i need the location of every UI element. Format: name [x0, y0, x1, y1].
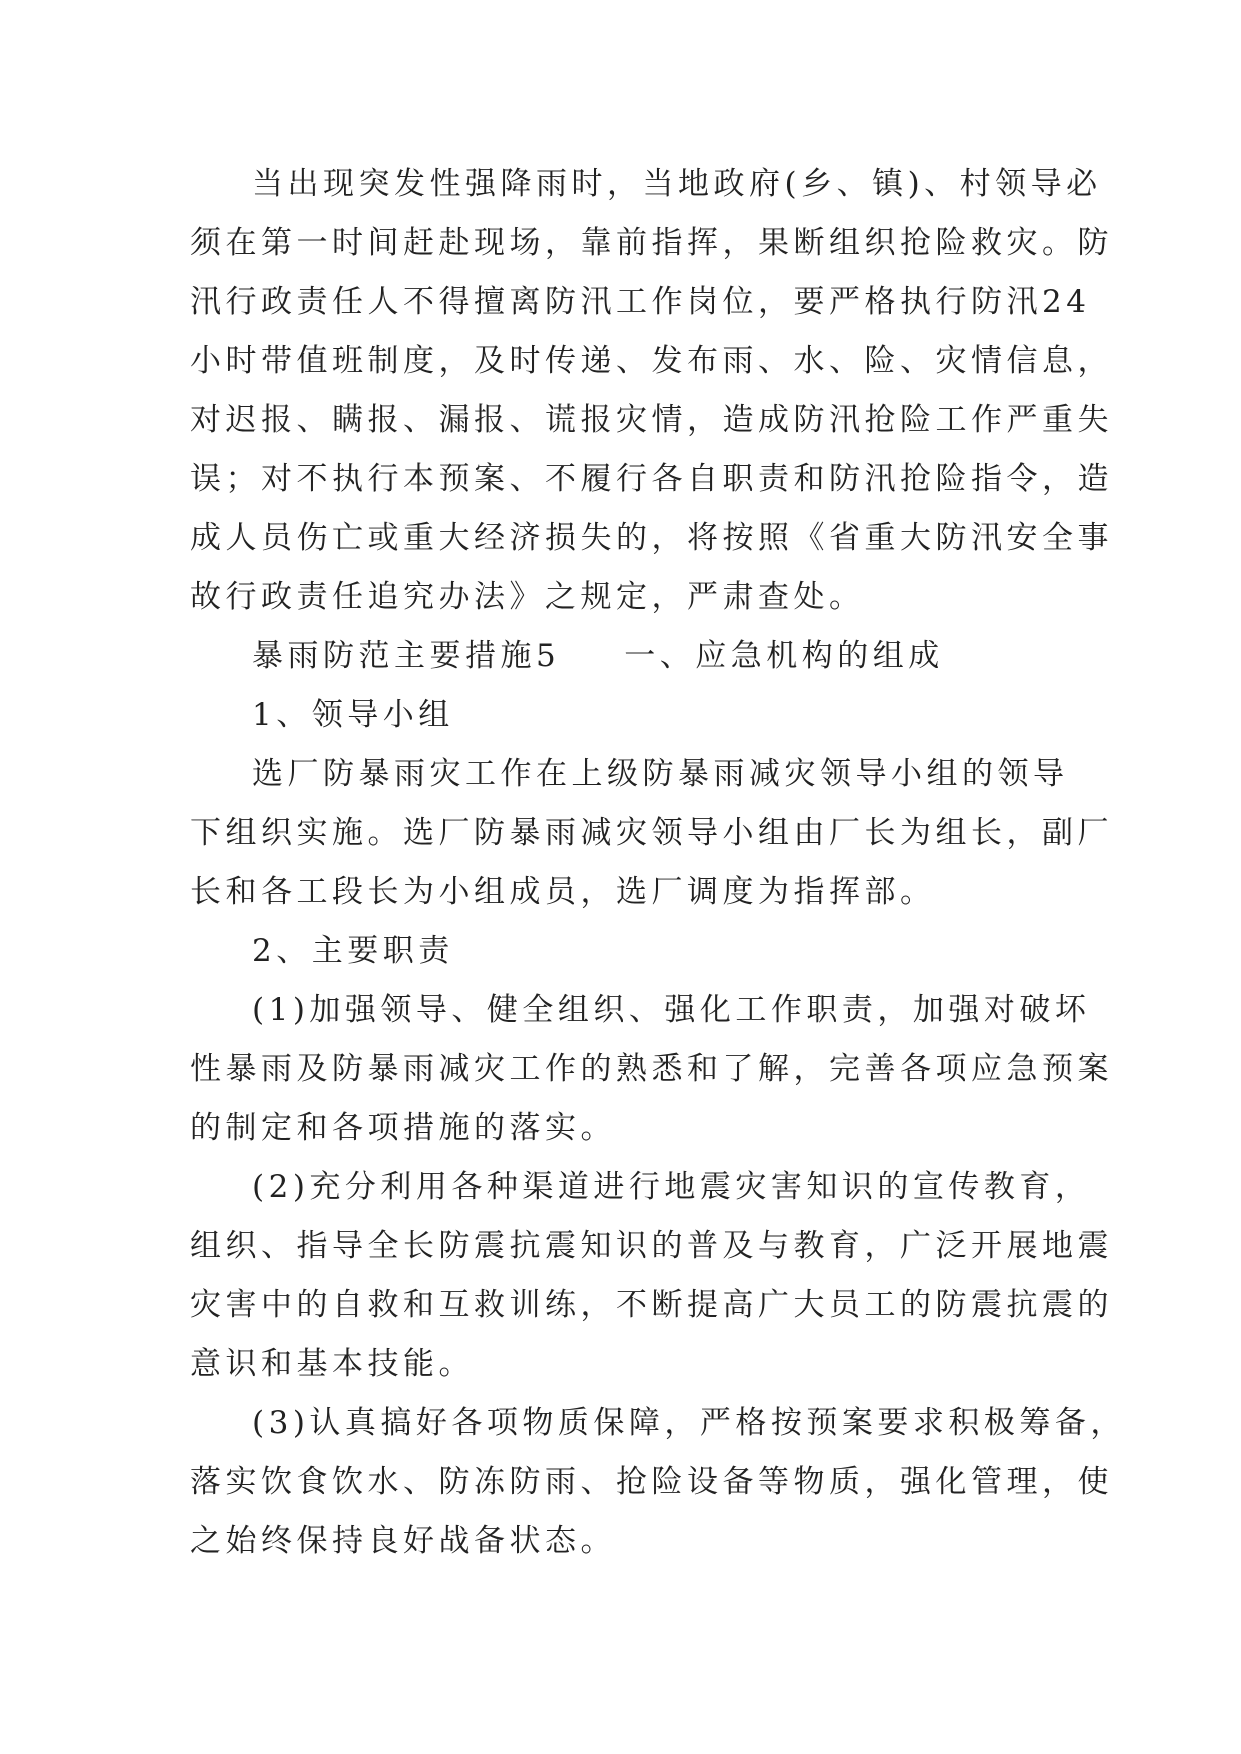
text-line: 落实饮食饮水、防冻防雨、抢险设备等物质，强化管理，使	[190, 1464, 1113, 1500]
text-line: 选厂防暴雨灾工作在上级防暴雨减灾领导小组的领导	[252, 756, 1069, 792]
text-line: 误；对不执行本预案、不履行各自职责和防汛抢险指令，造	[190, 461, 1113, 497]
text-line: (3)认真搞好各项物质保障，严格按预案要求积极筹备，	[252, 1405, 1126, 1441]
item-2-heading: 2、主要职责	[252, 933, 454, 969]
text-line: 当出现突发性强降雨时，当地政府(乡、镇)、村领导必	[252, 166, 1102, 202]
text-line: 对迟报、瞒报、漏报、谎报灾情，造成防汛抢险工作严重失	[190, 402, 1113, 438]
text-line: 汛行政责任人不得擅离防汛工作岗位，要严格执行防汛24	[190, 284, 1091, 320]
text-line: (2)充分利用各种渠道进行地震灾害知识的宣传教育，	[252, 1169, 1091, 1205]
text-line: 成人员伤亡或重大经济损失的，将按照《省重大防汛安全事	[190, 520, 1113, 556]
text-line: 小时带值班制度，及时传递、发布雨、水、险、灾情信息，	[190, 343, 1113, 379]
text-line: 须在第一时间赶赴现场，靠前指挥，果断组织抢险救灾。防	[190, 225, 1113, 261]
text-line: 故行政责任追究办法》之规定，严肃查处。	[190, 579, 865, 615]
paragraph-leadership-group	[190, 745, 1113, 922]
paragraph-accountability	[190, 155, 1113, 627]
section-heading-line	[190, 627, 1080, 686]
text-line: (1)加强领导、健全组织、强化工作职责，加强对破坏	[252, 992, 1091, 1028]
text-line: 下组织实施。选厂防暴雨减灾领导小组由厂长为组长，副厂	[190, 815, 1113, 851]
document-body	[190, 155, 1126, 1571]
text-line: 的制定和各项措施的落实。	[190, 1110, 616, 1146]
section-heading: 暴雨防范主要措施5	[252, 638, 561, 674]
section-subheading: 一、应急机构的组成	[624, 638, 944, 674]
duty-2	[190, 1158, 1113, 1394]
text-line: 长和各工段长为小组成员，选厂调度为指挥部。	[190, 874, 936, 910]
text-line: 性暴雨及防暴雨减灾工作的熟悉和了解，完善各项应急预案	[190, 1051, 1113, 1087]
duty-1	[190, 981, 1113, 1158]
duty-3	[190, 1394, 1126, 1571]
text-line: 灾害中的自救和互救训练，不断提高广大员工的防震抗震的	[190, 1287, 1113, 1323]
text-line: 意识和基本技能。	[190, 1346, 474, 1382]
text-line: 组织、指导全长防震抗震知识的普及与教育，广泛开展地震	[190, 1228, 1113, 1264]
item-1-heading: 1、领导小组	[252, 697, 454, 733]
text-line: 之始终保持良好战备状态。	[190, 1523, 616, 1559]
